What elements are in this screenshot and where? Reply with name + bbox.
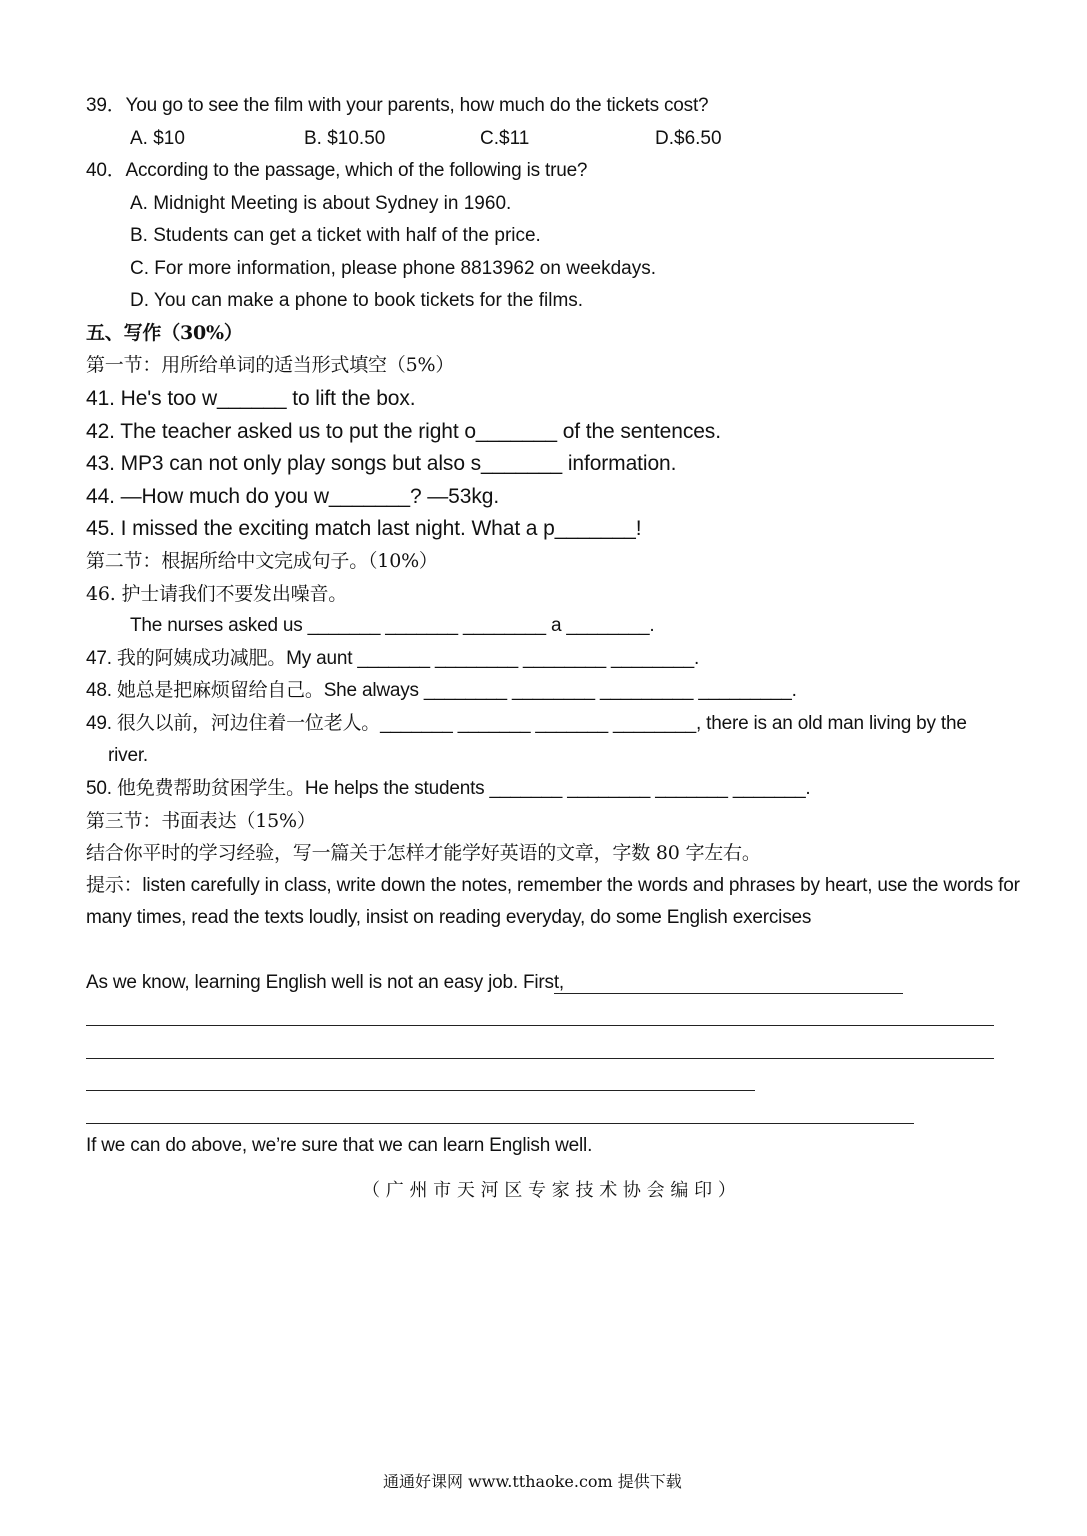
part-3-prompt: 结合你平时的学习经验，写一篇关于怎样才能学好英语的文章，字数 80 字左右。 [86, 842, 761, 864]
q40-option-a: A. Midnight Meeting is about Sydney in 1960. [130, 193, 512, 214]
printer-note: （ 广 州 市 天 河 区 专 家 技 术 协 会 编 印 ） [362, 1180, 736, 1201]
essay-line-2[interactable] [86, 1058, 994, 1059]
question-40: 40．According to the passage, which of the following is true? [86, 160, 588, 181]
question-39: 39．You go to see the film with your parents, how much do the tickets cost? [86, 95, 709, 116]
item-50: 50. 他免费帮助贫困学生。He helps the students _______ ________ _______ _______. [86, 778, 811, 799]
essay-end: If we can do above, we’re sure that we can learn English well. [86, 1135, 593, 1156]
q40-option-b: B. Students can get a ticket with half of the price. [130, 225, 541, 246]
q40-option-c: C. For more information, please phone 8813962 on weekdays. [130, 258, 656, 279]
item-44: 44. —How much do you w_______? —53kg. [86, 485, 500, 508]
item-49-continued: river. [108, 745, 148, 766]
q39-option-a: A. $10 [130, 128, 185, 149]
essay-line-4[interactable] [86, 1123, 914, 1124]
item-41: 41. He's too w______ to lift the box. [86, 387, 416, 410]
q39-option-b: B. $10.50 [304, 128, 386, 149]
item-43: 43. MP3 can not only play songs but also s_______ information. [86, 452, 677, 475]
q40-option-d: D. You can make a phone to book tickets for the films. [130, 290, 584, 311]
part-2-title: 第二节：根据所给中文完成句子。（10%） [86, 550, 438, 572]
hint-line-1: 提示：listen carefully in class, write down the notes, remember the words and phrases by heart, use the words for [86, 875, 1020, 896]
hint-line-2: many times, read the texts loudly, insist on reading everyday, do some English exercises [86, 907, 812, 928]
essay-start: As we know, learning English well is not an easy job. First, [86, 972, 565, 993]
essay-line-1[interactable] [86, 1025, 994, 1026]
essay-line-3[interactable] [86, 1090, 755, 1091]
item-45: 45. I missed the exciting match last night. What a p_______! [86, 517, 642, 540]
item-46: 46. 护士请我们不要发出噪音。 [86, 583, 348, 605]
part-3-title: 第三节：书面表达（15%） [86, 810, 316, 832]
item-48: 48. 她总是把麻烦留给自己。She always ________ ________ _________ _________. [86, 680, 797, 701]
part-1-title: 第一节：用所给单词的适当形式填空（5%） [86, 354, 455, 376]
item-47: 47. 我的阿姨成功减肥。My aunt _______ ________ ________ ________. [86, 648, 700, 669]
item-46-english: The nurses asked us _______ _______ ________ a ________. [130, 615, 655, 636]
download-footer: 通通好课网 www.tthaoke.com 提供下载 [383, 1472, 682, 1491]
item-42: 42. The teacher asked us to put the right o_______ of the sentences. [86, 420, 721, 443]
q39-option-c: C.$11 [480, 128, 530, 149]
section-5-title: 五、写作（30%） [86, 322, 243, 344]
essay-blank-first[interactable] [554, 993, 903, 994]
item-49: 49. 很久以前，河边住着一位老人。_______ _______ _______ ________, there is an old man living by the [86, 713, 967, 734]
q39-option-d: D.$6.50 [655, 128, 722, 149]
